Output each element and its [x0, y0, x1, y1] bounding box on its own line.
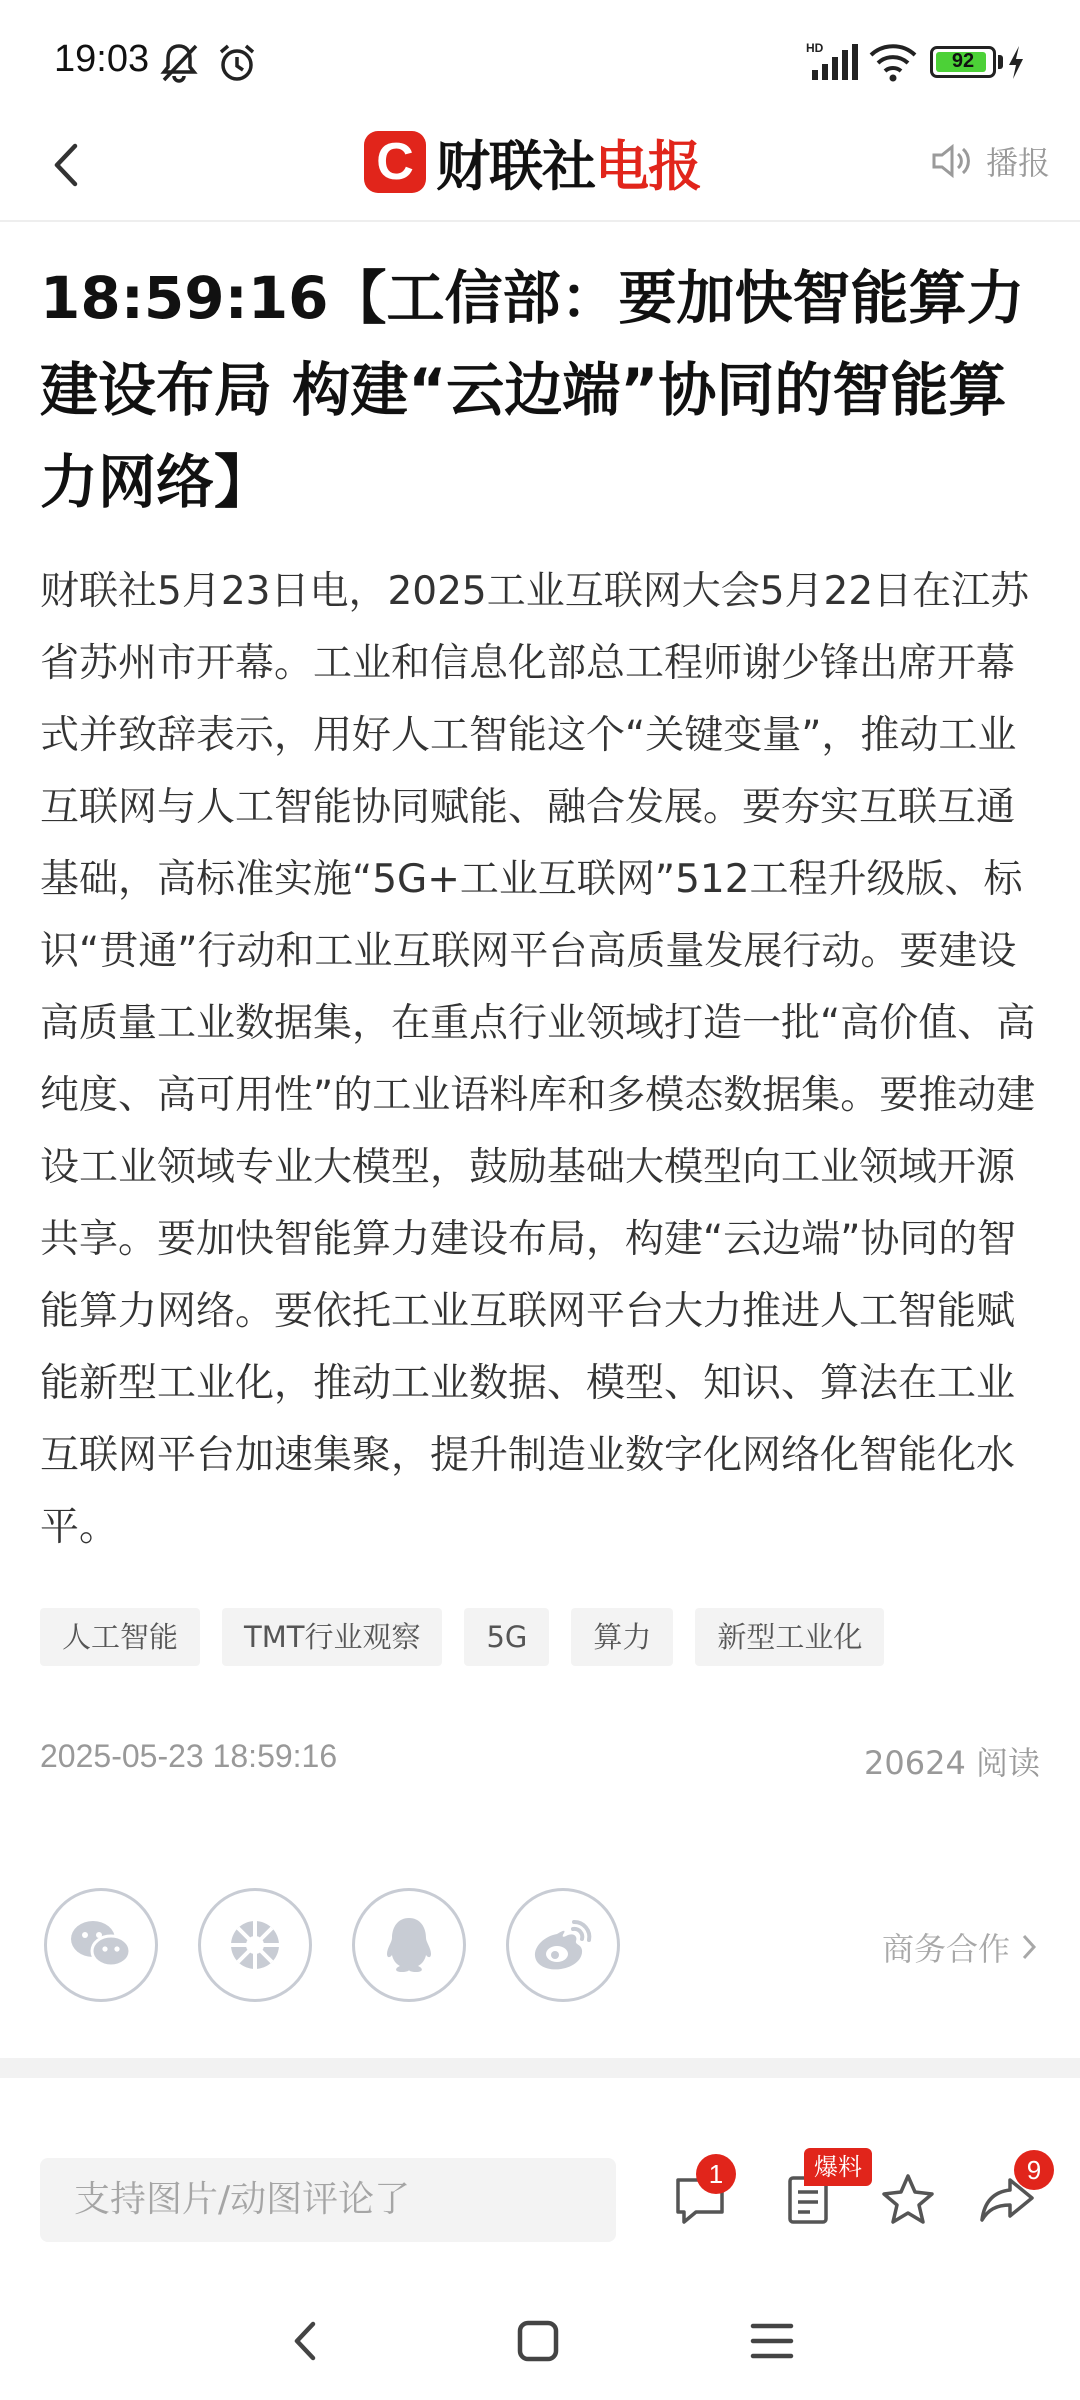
comment-count-badge: 1: [696, 2154, 736, 2194]
back-arrow-icon: [47, 140, 87, 190]
status-bar: [0, 0, 1080, 120]
logo-text-black: 财联社: [436, 134, 595, 198]
tag-item[interactable]: 5G: [464, 1608, 549, 1666]
tag-item[interactable]: 算力: [571, 1608, 673, 1666]
share-moments-button[interactable]: [198, 1888, 312, 2002]
share-qq-button[interactable]: [352, 1888, 466, 2002]
share-count-badge: 9: [1014, 2150, 1054, 2190]
svg-text:HD: HD: [806, 41, 824, 55]
business-label: 商务合作: [881, 1930, 1010, 1968]
tag-item[interactable]: 人工智能: [40, 1608, 200, 1666]
back-button[interactable]: [32, 130, 102, 200]
logo-text: [436, 124, 701, 201]
logo-text-red: 电报: [595, 134, 701, 198]
article-body: 财联社5月23日电，2025工业互联网大会5月22日在江苏省苏州市开幕。工业和信息化部总工程师谢少锋出席开幕式并致辞表示，用好人工智能这个“关键变量”，推动工业互联网与人工智能协同赋能、融合发展。要夯实互联互通基础，高标准实施“5G+工业互联网”512工程升级版、标识“贯通”行动和工业互联网平台高质量发展行动。要建设高质量工业数据集，在重点行业领域打造一批“高价值、高纯度、高可用性”的工业语料库和多模态数据集。要推动建设工业领域专业大模型，鼓励基础大模型向工业领域开源共享。要加快智能算力建设布局，构建“云边端”协同的智能算力网络。要依托工业互联网平台大力推进人工智能赋能新型工业化，推动工业数据、模型、知识、算法在工业互联网平台加速集聚，提升制造业数字化网络化智能化水平。: [40, 569, 1036, 1550]
nav-home-button[interactable]: [503, 2306, 573, 2376]
tag-item[interactable]: TMT行业观察: [222, 1608, 442, 1666]
article-title: 18:59:16【工信部：要加快智能算力建设布局 构建“云边端”协同的智能算力网络】: [40, 264, 1025, 516]
header: [0, 110, 1080, 222]
baoliao-badge: 爆料: [804, 2148, 872, 2186]
share-row: [44, 1888, 620, 2002]
tag-item[interactable]: 新型工业化: [695, 1608, 884, 1666]
section-divider: [0, 2058, 1080, 2078]
moments-icon: [225, 1915, 285, 1975]
star-icon: [878, 2170, 938, 2230]
battery-icon: [930, 46, 996, 78]
read-count: 20624 阅读: [864, 1744, 1040, 1782]
weibo-icon: [530, 1916, 596, 1974]
hd-signal-icon: [806, 40, 860, 88]
comment-input[interactable]: 支持图片/动图评论了: [40, 2158, 616, 2242]
share-wechat-button[interactable]: [44, 1888, 158, 2002]
nav-menu-icon: [749, 2318, 795, 2364]
chevron-right-icon: [1020, 1932, 1038, 1962]
wifi-icon: [868, 40, 918, 88]
system-nav-bar: [0, 2282, 1080, 2400]
alarm-icon: [214, 40, 260, 90]
favorite-button[interactable]: [878, 2170, 938, 2234]
nav-menu-button[interactable]: [737, 2306, 807, 2376]
status-time: 19:03: [54, 38, 150, 80]
wechat-icon: [66, 1915, 136, 1975]
tag-list: [40, 1608, 884, 1666]
battery-level: 92: [951, 50, 975, 72]
app-logo: [364, 122, 701, 202]
battery-cap: [998, 55, 1003, 69]
bottom-action-bar: [0, 2118, 1080, 2282]
speaker-icon: [930, 141, 974, 181]
nav-back-icon: [285, 2316, 325, 2366]
publish-date: 2025-05-23 18:59:16: [40, 1738, 338, 1774]
logo-mark-icon: C: [364, 131, 426, 193]
nav-home-icon: [515, 2318, 561, 2364]
qq-icon: [381, 1914, 437, 1976]
business-cooperation-link[interactable]: [882, 1924, 1038, 1970]
broadcast-button[interactable]: [930, 138, 1050, 184]
share-weibo-button[interactable]: [506, 1888, 620, 2002]
mute-bell-icon: [156, 40, 202, 90]
nav-back-button[interactable]: [270, 2306, 340, 2376]
broadcast-label: 播报: [985, 144, 1050, 182]
charging-icon: [1006, 40, 1026, 88]
